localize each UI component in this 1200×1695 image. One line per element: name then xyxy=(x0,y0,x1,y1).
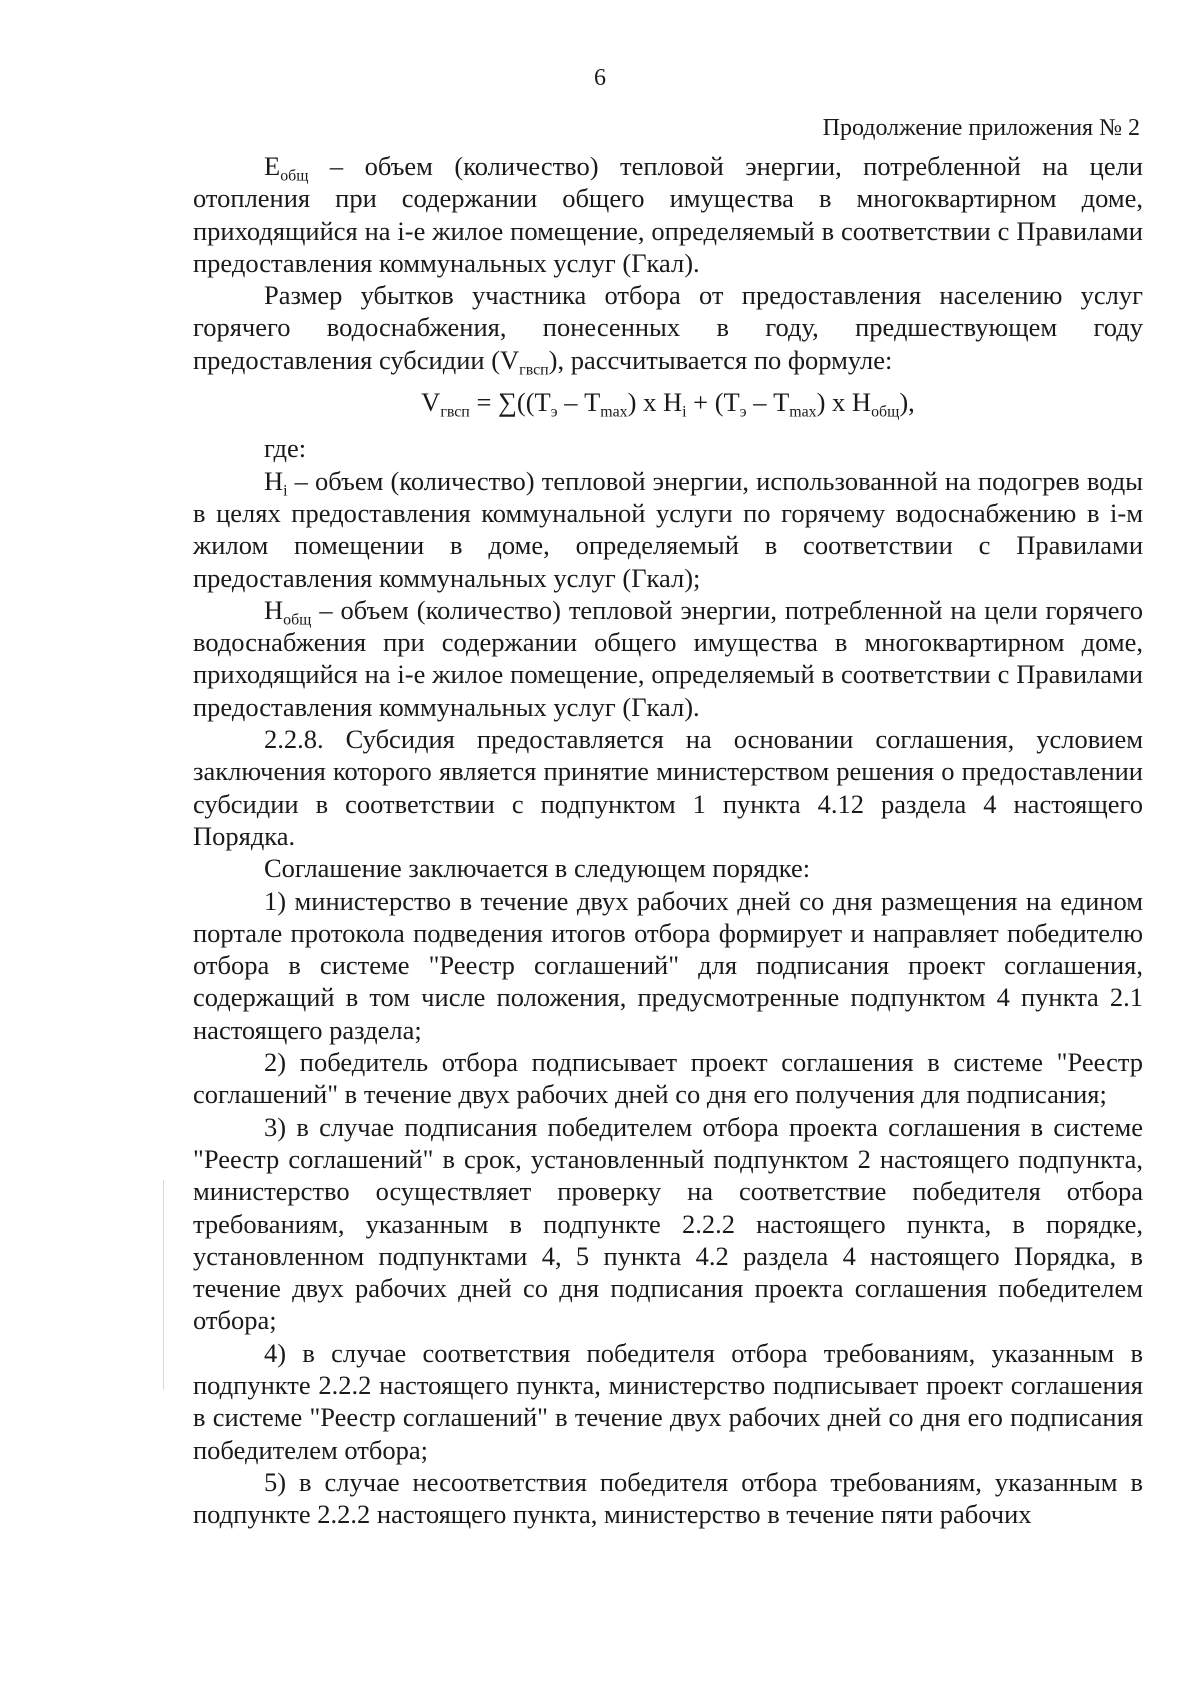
formula-hobsh-sub: общ xyxy=(871,403,900,421)
paragraph-text: – объем (количество) тепловой энергии, потребленной на цели горячего водоснабжения при содержании общего имущества в многоквартирном доме, приходящийся на i-е жилое помещение, определяемый в соответствии с Правилами предоставления коммунальных услуг (Гкал). xyxy=(193,594,1143,722)
symbol-h: Н xyxy=(264,594,284,625)
formula-te-sub: э xyxy=(550,403,558,421)
formula-tmax-sub: max xyxy=(600,403,628,421)
formula-part: – Т xyxy=(557,387,601,418)
list-item-2: 2) победитель отбора подписывает проект соглашения в системе "Реестр соглашений" в течение двух рабочих дней со дня его получения для подписания; xyxy=(193,1047,1143,1110)
paragraph-text-end: ), рассчитывается по формуле: xyxy=(548,344,893,375)
formula-tmax-sub: max xyxy=(789,403,817,421)
formula-part: + (Т xyxy=(686,387,740,418)
symbol-h-subscript: i xyxy=(283,482,288,500)
list-item-3: 3) в случае подписания победителем отбора проекта соглашения в системе "Реестр соглашений" в срок, установленный подпунктом 2 настоящего подпункта, министерство осуществляет проверку на соответствие победителя отбора требованиям, указанным в подпункте 2.2.2 настоящего пункта, в порядке, установленном подпунктами 4, 5 пункта 4.2 раздела 4 настоящего Порядка, в течение двух рабочих дней со дня подписания проекта соглашения победителем отбора; xyxy=(193,1111,1143,1336)
paragraph-e-obsh xyxy=(193,150,1143,279)
formula-hi-sub: i xyxy=(682,403,687,421)
document-body xyxy=(193,150,1143,1530)
formula-part: ) х Н xyxy=(816,387,872,418)
paragraph-text: – объем (количество) тепловой энергии, потребленной на цели отопления при содержании общего имущества в многоквартирном доме, приходящийся на i-е жилое помещение, определяемый в соответствии с Правилами предоставления коммунальных услуг (Гкал). xyxy=(193,151,1143,278)
paragraph-h-obsh xyxy=(193,594,1143,723)
list-item-1: 1) министерство в течение двух рабочих дней со дня размещения на едином портале протокола подведения итогов отбора формирует и направляет победителю отбора в системе "Реестр соглашений" для подписания проект соглашения, содержащий в том числе положения, предусмотренные подпунктом 4 пункта 2.1 настоящего раздела; xyxy=(193,885,1143,1045)
list-item-4: 4) в случае соответствия победителя отбора требованиям, указанным в подпункте 2.2.2 настоящего пункта, министерство подписывает проект соглашения в системе "Реестр соглашений" в течение двух рабочих дней со дня его подписания победителем отбора; xyxy=(193,1337,1143,1465)
symbol-e-subscript: общ xyxy=(280,167,309,185)
formula-part: = ∑((Т xyxy=(469,387,551,418)
page-number: 6 xyxy=(594,65,606,91)
symbol-h: Н xyxy=(264,465,284,496)
paragraph-h-i xyxy=(193,465,1143,594)
where-label: где: xyxy=(264,433,307,464)
paragraph-agreement-order: Соглашение заключается в следующем порядке: xyxy=(264,853,811,884)
running-header: Продолжение приложения № 2 xyxy=(822,115,1140,141)
symbol-v-subscript: гвсп xyxy=(519,361,549,379)
formula-part: ), xyxy=(899,387,915,418)
formula xyxy=(193,386,1143,421)
symbol-h-subscript: общ xyxy=(283,611,312,629)
formula-part: – Т xyxy=(746,387,790,418)
formula-te-sub: э xyxy=(739,403,747,421)
formula-part: ) х Н xyxy=(627,387,683,418)
paragraph-text: – объем (количество) тепловой энергии, использованной на подогрев воды в целях предоставления коммунальной услуги по горячему водоснабжению в i-м жилом помещении в доме, определяемый в соответствии с Правилами предоставления коммунальных услуг (Гкал); xyxy=(193,465,1143,593)
symbol-e: Е xyxy=(264,151,281,181)
scan-edge-mark xyxy=(163,1180,164,1390)
paragraph-losses-size xyxy=(193,279,1143,379)
formula-v-sub: гвсп xyxy=(440,403,470,421)
list-item-5: 5) в случае несоответствия победителя отбора требованиям, указанным в подпункте 2.2.2 настоящего пункта, министерство в течение пяти рабочих xyxy=(193,1466,1143,1530)
formula-v: V xyxy=(421,387,441,418)
paragraph-2-2-8: 2.2.8. Субсидия предоставляется на основании соглашения, условием заключения которого является принятие министерством решения о предоставлении субсидии в соответствии с подпунктом 1 пункта 4.12 раздела 4 настоящего Порядка. xyxy=(193,724,1143,851)
paragraph-text: Размер убытков участника отбора от предоставления населению услуг горячего водоснабжения, понесенных в году, предшествующем году предоставления субсидии (V xyxy=(193,280,1143,375)
